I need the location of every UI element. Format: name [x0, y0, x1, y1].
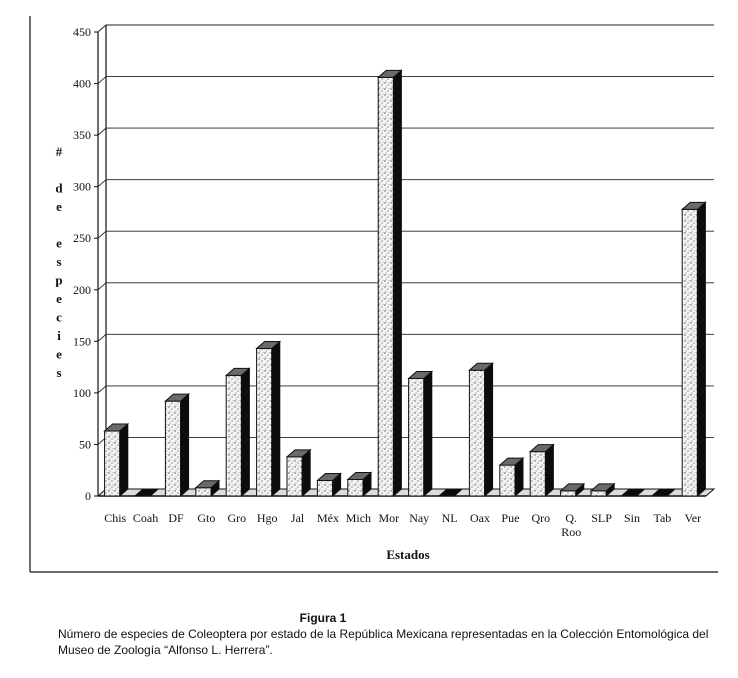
bar	[378, 70, 401, 496]
bar-face	[257, 349, 272, 496]
y-axis-title-letter: e	[56, 291, 62, 306]
bar-face	[317, 481, 332, 496]
x-category-label: Pue	[501, 511, 520, 525]
bar	[530, 445, 553, 496]
bar-side	[272, 342, 280, 496]
y-tick-label: 200	[73, 282, 91, 297]
bar	[287, 450, 310, 496]
grid-line	[98, 231, 714, 238]
x-axis-title: Estados	[386, 547, 430, 562]
bar-face	[591, 491, 606, 496]
y-axis-title-letter: d	[55, 180, 63, 196]
bar-face	[105, 431, 120, 496]
bar-face	[226, 375, 241, 496]
caption-title: Figura 1	[299, 611, 347, 625]
bar-face	[530, 452, 545, 496]
x-category-label: Oax	[470, 511, 490, 525]
bar-side	[241, 368, 249, 496]
bar	[257, 342, 280, 496]
y-axis-title-letter: s	[56, 254, 62, 269]
bar-side	[697, 202, 705, 496]
grid-line	[98, 25, 714, 32]
bar-side	[485, 363, 493, 496]
grid-line	[98, 386, 714, 393]
y-tick-label: 250	[73, 231, 91, 246]
y-axis-title-letter: p	[55, 272, 63, 288]
x-category-label: Mor	[378, 511, 400, 525]
grid-line	[98, 77, 714, 84]
grid-line	[98, 180, 714, 187]
x-category-label: Hgo	[256, 511, 278, 525]
y-tick-label: 300	[73, 179, 91, 194]
bar-side	[120, 424, 128, 496]
x-category-label: Gto	[197, 511, 216, 525]
bar-face	[196, 488, 211, 496]
x-category-label: DF	[168, 511, 184, 525]
chart-frame	[18, 16, 718, 576]
grid-line	[98, 437, 714, 444]
y-axis-title-letter: #	[55, 144, 63, 159]
y-axis-title-letter: e	[56, 346, 62, 362]
bar	[105, 424, 128, 496]
bar-side	[393, 70, 401, 496]
y-tick-label: 100	[73, 385, 91, 400]
x-category-label: Roo	[561, 525, 582, 539]
bar-side	[424, 371, 432, 496]
x-category-label: Gro	[227, 511, 247, 525]
x-category-label: Sin	[623, 511, 641, 525]
x-category-label: Ver	[684, 511, 702, 525]
chart-floor	[98, 489, 714, 496]
y-tick-label: 0	[85, 489, 91, 503]
x-category-label: Méx	[317, 511, 339, 525]
y-axis-title-letter: e	[56, 199, 62, 214]
bar	[317, 474, 340, 496]
bar-face	[469, 370, 484, 496]
bar	[348, 473, 371, 496]
grid-line	[98, 283, 714, 290]
y-tick-label: 150	[73, 334, 91, 349]
x-category-label: Mich	[345, 511, 372, 525]
grid-line	[98, 128, 714, 135]
bar-face	[378, 77, 393, 496]
bar-face	[287, 457, 302, 496]
bar-face	[165, 401, 180, 496]
bar-side	[545, 445, 553, 496]
x-category-label: Q.	[565, 511, 578, 525]
bar-face	[500, 465, 515, 496]
x-category-label: Qro	[531, 511, 551, 525]
bar	[682, 202, 705, 496]
bar	[469, 363, 492, 496]
x-category-label: Tab	[653, 511, 672, 525]
x-category-label: Jal	[290, 511, 305, 525]
bar-side	[181, 394, 189, 496]
x-category-label: Chis	[104, 511, 127, 525]
caption-text: Número de especies de Coleoptera por estado de la República Mexicana representadas en la Colección Entomológica del Museo de Zoología “Alfonso L. Herrera”.	[58, 627, 709, 657]
bar	[226, 368, 249, 496]
bar	[500, 458, 523, 496]
bar-face	[561, 491, 576, 496]
bar-chart	[18, 16, 718, 576]
bar	[165, 394, 188, 496]
y-tick-label: 400	[73, 76, 91, 91]
x-category-label: Coah	[132, 511, 159, 525]
x-category-label: NL	[441, 511, 458, 525]
y-axis-title-letter: c	[56, 309, 62, 325]
y-axis-title-letter: s	[56, 365, 62, 380]
grid-line	[98, 334, 714, 341]
bar-side	[302, 450, 310, 496]
x-category-label: Nay	[409, 511, 430, 525]
y-axis-title-letter: i	[57, 328, 61, 343]
bar-face	[682, 209, 697, 496]
y-axis-title-letter: e	[56, 235, 62, 251]
x-category-label: SLP	[591, 511, 612, 525]
figure-caption	[58, 610, 718, 658]
y-tick-label: 50	[79, 437, 91, 452]
bar-face	[348, 480, 363, 496]
y-tick-label: 350	[73, 128, 91, 143]
bar	[409, 371, 432, 496]
bar-face	[409, 378, 424, 496]
y-tick-label: 450	[73, 25, 91, 39]
